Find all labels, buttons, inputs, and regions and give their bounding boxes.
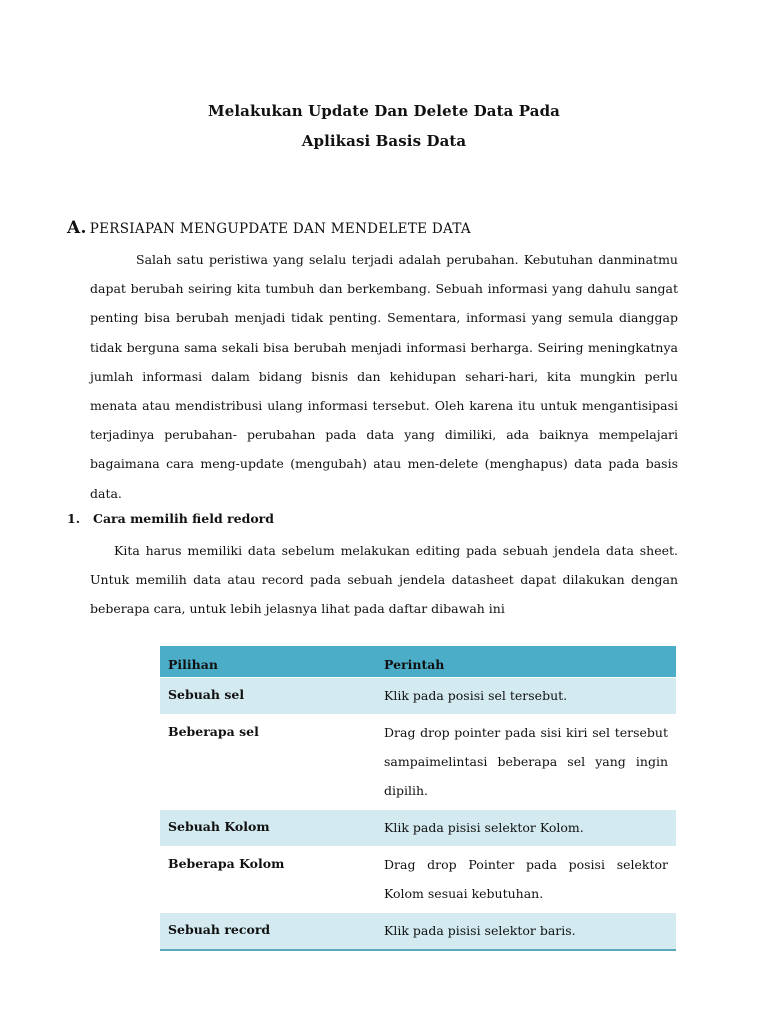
subsection-paragraph-text: Kita harus memiliki data sebelum melakukan editing pada sebuah jendela data sheet. Untuk memilih data atau record pada sebuah jendela datasheet dapat dilakukan dengan beberapa cara, untuk lebih jelasnya lihat pada daftar dibawah ini [90, 543, 678, 617]
table-row [160, 678, 676, 715]
table-row [160, 715, 676, 810]
table-header-perintah: Perintah [376, 646, 676, 678]
table-cell-perintah: Klik pada posisi sel tersebut. [376, 678, 676, 715]
subsection-heading-text: Cara memilih field redord [93, 511, 274, 526]
subsection-heading [67, 511, 274, 526]
table-row [160, 847, 676, 913]
table-header-row [160, 646, 676, 678]
table-cell-pilihan: Sebuah Kolom [160, 810, 376, 847]
selection-table [160, 646, 676, 951]
table-row [160, 913, 676, 951]
table-cell-perintah: Klik pada pisisi selektor Kolom. [376, 810, 676, 847]
subsection-number: 1. [67, 511, 81, 526]
table-row [160, 810, 676, 847]
table-cell-perintah: Drag drop pointer pada sisi kiri sel tersebut sampaimelintasi beberapa sel yang ingin dipilih. [376, 715, 676, 810]
table-cell-perintah: Drag drop Pointer pada posisi selektor Kolom sesuai kebutuhan. [376, 847, 676, 913]
section-paragraph [90, 245, 678, 508]
table-cell-pilihan: Sebuah sel [160, 678, 376, 715]
document-title-line1: Melakukan Update Dan Delete Data Pada [207, 102, 561, 120]
table-cell-pilihan: Sebuah record [160, 913, 376, 951]
table-cell-pilihan: Beberapa sel [160, 715, 376, 810]
section-heading [67, 218, 471, 238]
section-letter: A. [67, 218, 87, 238]
section-paragraph-text: Salah satu peristiwa yang selalu terjadi adalah perubahan. Kebutuhan danminatmu dapat berubah seiring kita tumbuh dan berkembang. Sebuah informasi yang dahulu sangat penting bisa berubah menjadi tidak penting. Sementara, informasi yang semula dianggap tidak berguna sama sekali bisa berubah menjadi informasi berharga. Seiring meningkatnya jumlah informasi dalam bidang bisnis dan kehidupan sehari-hari, kita mungkin perlu menata atau mendistribusi ulang informasi tersebut. Oleh karena itu untuk mengantisipasi terjadinya perubahan- perubahan pada data yang dimiliki, ada baiknya mempelajari bagaimana cara meng-update (mengubah) atau men-delete (menghapus) data pada basis data. [90, 252, 678, 501]
table-cell-perintah: Klik pada pisisi selektor baris. [376, 913, 676, 951]
table-header-pilihan: Pilihan [160, 646, 376, 678]
document-title-line2: Aplikasi Basis Data [301, 132, 467, 150]
section-heading-text: PERSIAPAN MENGUPDATE DAN MENDELETE DATA [89, 221, 471, 237]
subsection-paragraph [90, 536, 678, 624]
table-cell-pilihan: Beberapa Kolom [160, 847, 376, 913]
